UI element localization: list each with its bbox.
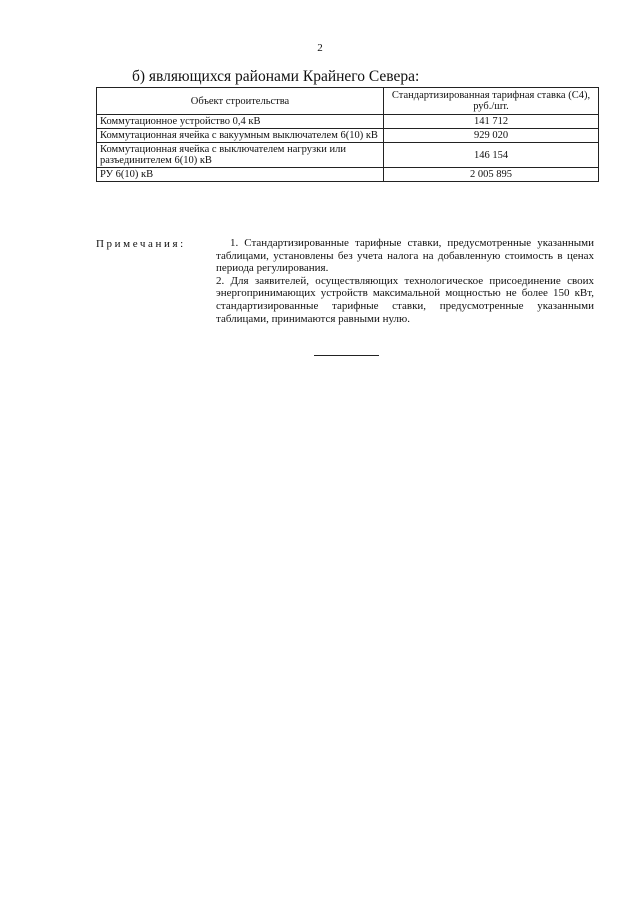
table-row [97, 143, 599, 168]
column-header-object: Объект строительства [97, 88, 384, 115]
object-cell: Коммутационная ячейка с вакуумным выключателем 6(10) кВ [97, 129, 384, 143]
section-heading: б) являющихся районами Крайнего Севера: [132, 68, 420, 85]
table-row [97, 168, 599, 182]
note-item: 1. Стандартизированные тарифные ставки, предусмотренные указанными таблицами, установлены без учета налога на добавленную стоимость в ценах периода регулирования. [216, 237, 594, 275]
object-cell: Коммутационное устройство 0,4 кВ [97, 115, 384, 129]
rate-cell: 146 154 [384, 143, 599, 168]
page-number: 2 [317, 42, 323, 54]
table-header-row [97, 88, 599, 115]
rate-cell: 141 712 [384, 115, 599, 129]
object-cell: Коммутационная ячейка с выключателем нагрузки или разъединителем 6(10) кВ [97, 143, 384, 168]
rate-cell: 929 020 [384, 129, 599, 143]
closing-rule [314, 355, 379, 356]
table-row [97, 115, 599, 129]
column-header-rate: Стандартизированная тарифная ставка (С4), руб./шт. [384, 88, 599, 115]
object-cell: РУ 6(10) кВ [97, 168, 384, 182]
notes-label: Примечания: [96, 238, 186, 250]
notes-block [216, 237, 594, 325]
tariff-table [96, 87, 599, 182]
note-item: 2. Для заявителей, осуществляющих технологическое присоединение своих энергопринимающих устройств максимальной мощностью не более 150 кВт, стандартизированные тарифные ставки, предусмотренные указанными таблицами, принимаются равными нулю. [216, 274, 594, 325]
table-row [97, 129, 599, 143]
rate-cell: 2 005 895 [384, 168, 599, 182]
